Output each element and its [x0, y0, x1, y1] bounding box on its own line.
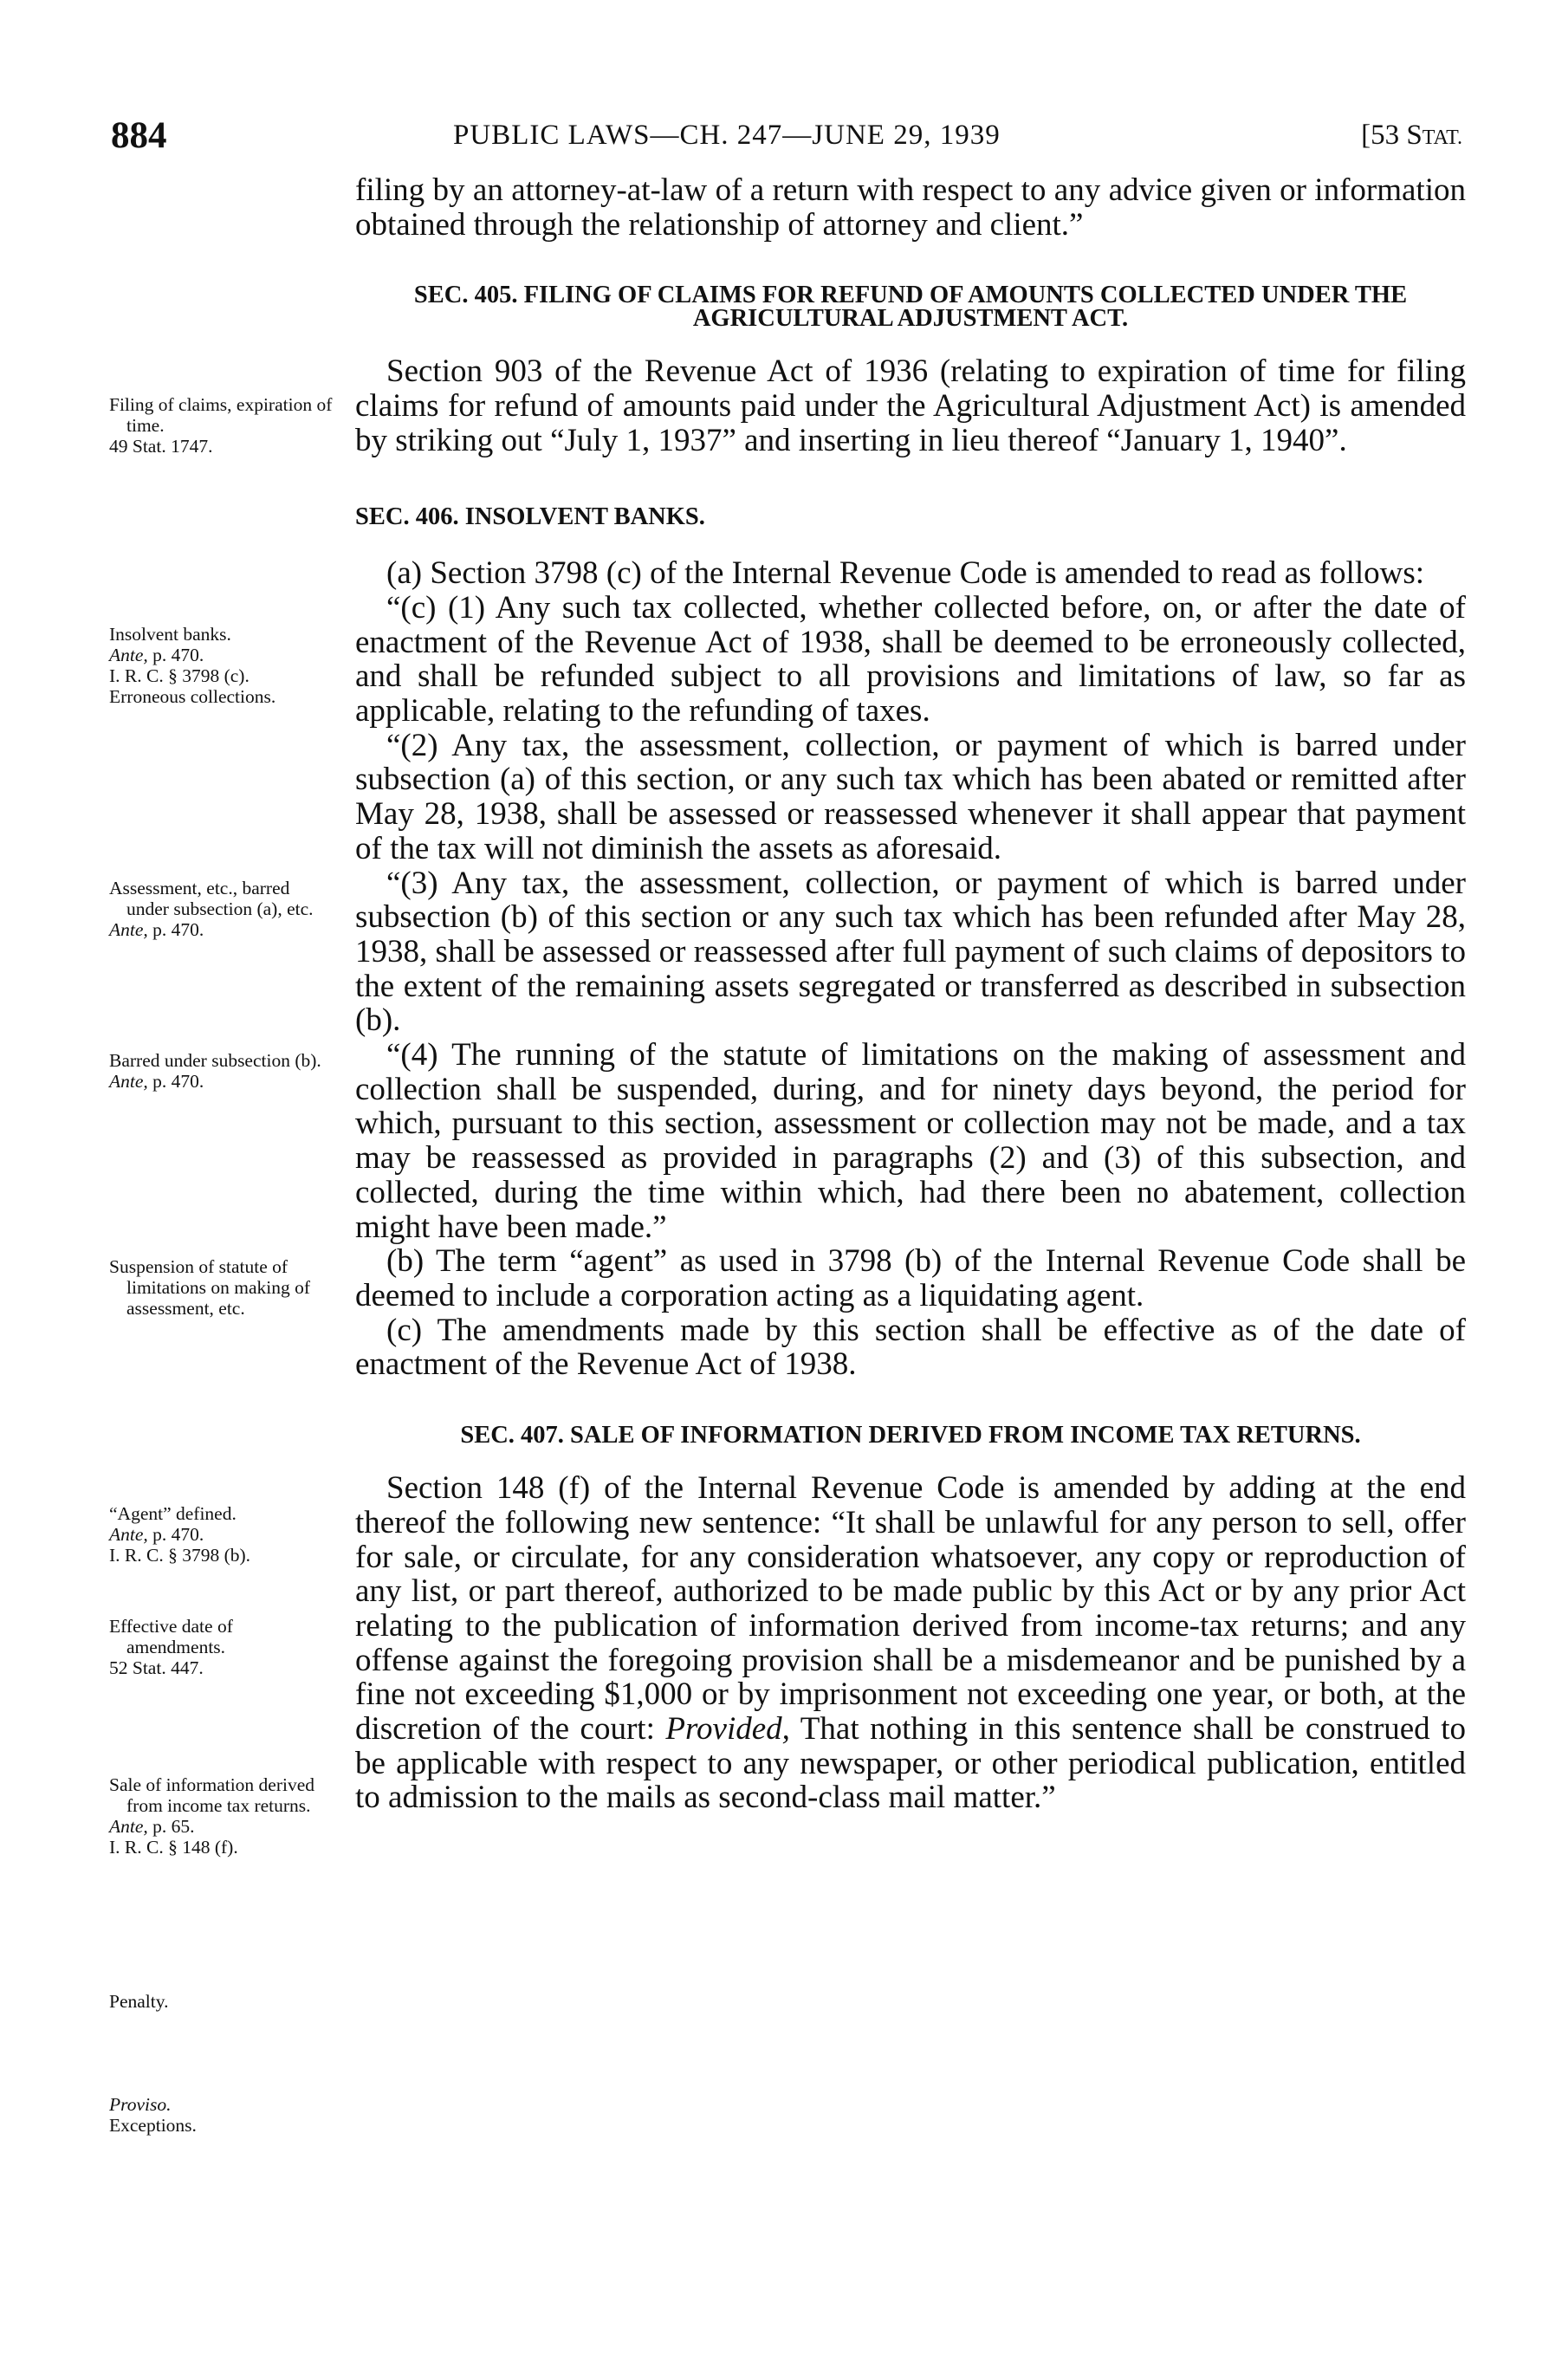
sidenote-suspension [109, 1256, 336, 1319]
section-406-c3: “(3) Any tax, the assessment, collection, or payment of which is barred under subsection (b) of this section or any such tax which has been refunded after May 28, 1938, shall be assessed or reassessed after full payment of such claims of depositors to the extent of the remaining assets segregated or transferred as described in subsection (b). [355, 865, 1466, 1039]
page-number: 884 [111, 115, 167, 156]
sidenote-reference: 49 Stat. 1747. [109, 436, 213, 457]
sidenote-code: I. R. C. § 3798 (b). [109, 1545, 251, 1566]
section-406-b: (b) The term “agent” as used in 3798 (b) of the Internal Revenue Code shall be deemed to include a corporation acting as a liquidating agent. [355, 1243, 1466, 1313]
provided-term: Provided, [665, 1711, 790, 1748]
section-406-c2: “(2) Any tax, the assessment, collection, or payment of which is barred under subsection (a) of this section, or any such tax which has been abated or remitted after May 28, 1938, shall be assessed or reassessed whenever it shall appear that payment of the tax will not diminish the assets as aforesaid. [355, 727, 1466, 866]
section-406-c: (c) The amendments made by this section shall be effective as of the date of enactment of the Revenue Act of 1938. [355, 1312, 1466, 1383]
sidenote-title: Exceptions. [109, 2115, 197, 2136]
sidenote-title: Filing of claims, expiration of time. [109, 394, 333, 436]
running-header [111, 114, 1462, 166]
sidenote-ante: Ante, p. 65. [109, 1816, 195, 1837]
sidenote-penalty [109, 1991, 336, 2012]
sidenote-assessment [109, 878, 336, 940]
section-406-c1: “(c) (1) Any such tax collected, whether collected before, on, or after the date of enactment of the Revenue Act of 1938, shall be deemed to be erroneously collected, and shall be refunded subject to all provisions and limitations of law, so far as applicable, relating to the refunding of taxes. [355, 589, 1466, 730]
sidenote-effective-date [109, 1616, 336, 1678]
sidenote-filing-claims [109, 394, 336, 457]
volume-citation [1361, 120, 1462, 152]
sidenote-insolvent-banks [109, 624, 336, 707]
sidenote-reference: 52 Stat. 447. [109, 1657, 204, 1678]
sidenote-title: Sale of information derived from income tax returns. [109, 1774, 315, 1816]
sidenote-agent [109, 1503, 336, 1566]
sidenote-ante: Ante, p. 470. [109, 919, 204, 940]
sidenote-proviso-label: Proviso. [109, 2094, 172, 2115]
sidenote-sale-information [109, 1774, 336, 1858]
section-405-heading: SEC. 405. FILING OF CLAIMS FOR REFUND OF AMOUNTS COLLECTED UNDER THE AGRICULTURAL ADJUSTMENT ACT. [413, 282, 1408, 333]
section-406-a: (a) Section 3798 (c) of the Internal Revenue Code is amended to read as follows: [386, 555, 1425, 592]
sidenote-title: Suspension of statute of limitations on making of assessment, etc. [109, 1256, 310, 1319]
sidenote-title: Assessment, etc., barred under subsection (a), etc. [109, 878, 314, 919]
sidenote-code: I. R. C. § 3798 (c). [109, 665, 250, 686]
sidenote-erroneous: Erroneous collections. [109, 686, 276, 707]
sidenote-ante: Ante, p. 470. [109, 645, 204, 665]
section-407-text: Section 148 (f) of the Internal Revenue Code is amended by adding at the end thereof the following new sentence: “It shall be unlawful for any person to sell, offer for sale, or circulate, for any consideration whatsoever, any copy or reproduction of any list, or part thereof, authorized to be made public by this Act or by any prior Act relating to the publication of information derived from income-tax returns; and any offense against the foregoing provision shall be a misdemeanor and be punished by a fine not exceeding $1,000 or by imprisonment not exceeding one year, or both, at the discretion of the court: Provided, That nothing in this sentence shall be construed to be applicable with respect to any newspaper, or other periodical publication, entitled to admission to the mails as second-class mail matter.” [355, 1470, 1467, 1816]
main-text [355, 173, 1466, 1815]
section-407-heading: SEC. 407. SALE OF INFORMATION DERIVED FROM INCOME TAX RETURNS. [460, 1422, 1361, 1449]
sidenote-title: Barred under subsection (b). [109, 1050, 321, 1071]
section-405-text: Section 903 of the Revenue Act of 1936 (relating to expiration of time for filing claims for refund of amounts paid under the Agricultural Adjustment Act) is amended by striking out “July 1, 1937” and inserting in lieu thereof “January 1, 1940”. [355, 353, 1466, 458]
section-406-c4: “(4) The running of the statute of limitations on the making of assessment and collection shall be suspended, during, and for ninety days beyond, the period for which, pursuant to this section, assessment or collection may not be made, and a tax may be reassessed as provided in paragraphs (2) and (3) of this subsection, and collected, during the time within which, had there been no abatement, collection might have been made.” [355, 1037, 1466, 1245]
sidenote-ante: Ante, p. 470. [109, 1524, 204, 1545]
sidenote-title: Insolvent banks. [109, 624, 231, 645]
section-406-heading: SEC. 406. INSOLVENT BANKS. [355, 503, 705, 530]
sidenote-code: I. R. C. § 148 (f). [109, 1837, 238, 1858]
volume-suffix: TAT. [1422, 126, 1462, 149]
volume-prefix: [53 S [1361, 120, 1423, 151]
sidenote-title: “Agent” defined. [109, 1503, 237, 1524]
sidenote-barred [109, 1050, 336, 1092]
sidenote-ante: Ante, p. 470. [109, 1071, 204, 1092]
sidenote-title: Penalty. [109, 1991, 169, 2012]
running-title: PUBLIC LAWS—CH. 247—JUNE 29, 1939 [453, 120, 1001, 151]
sidenote-title: Effective date of amendments. [109, 1616, 233, 1657]
sidenote-proviso [109, 2094, 336, 2136]
continuation-paragraph: filing by an attorney-at-law of a return with respect to any advice given or information obtained through the relationship of attorney and client.” [355, 172, 1466, 243]
